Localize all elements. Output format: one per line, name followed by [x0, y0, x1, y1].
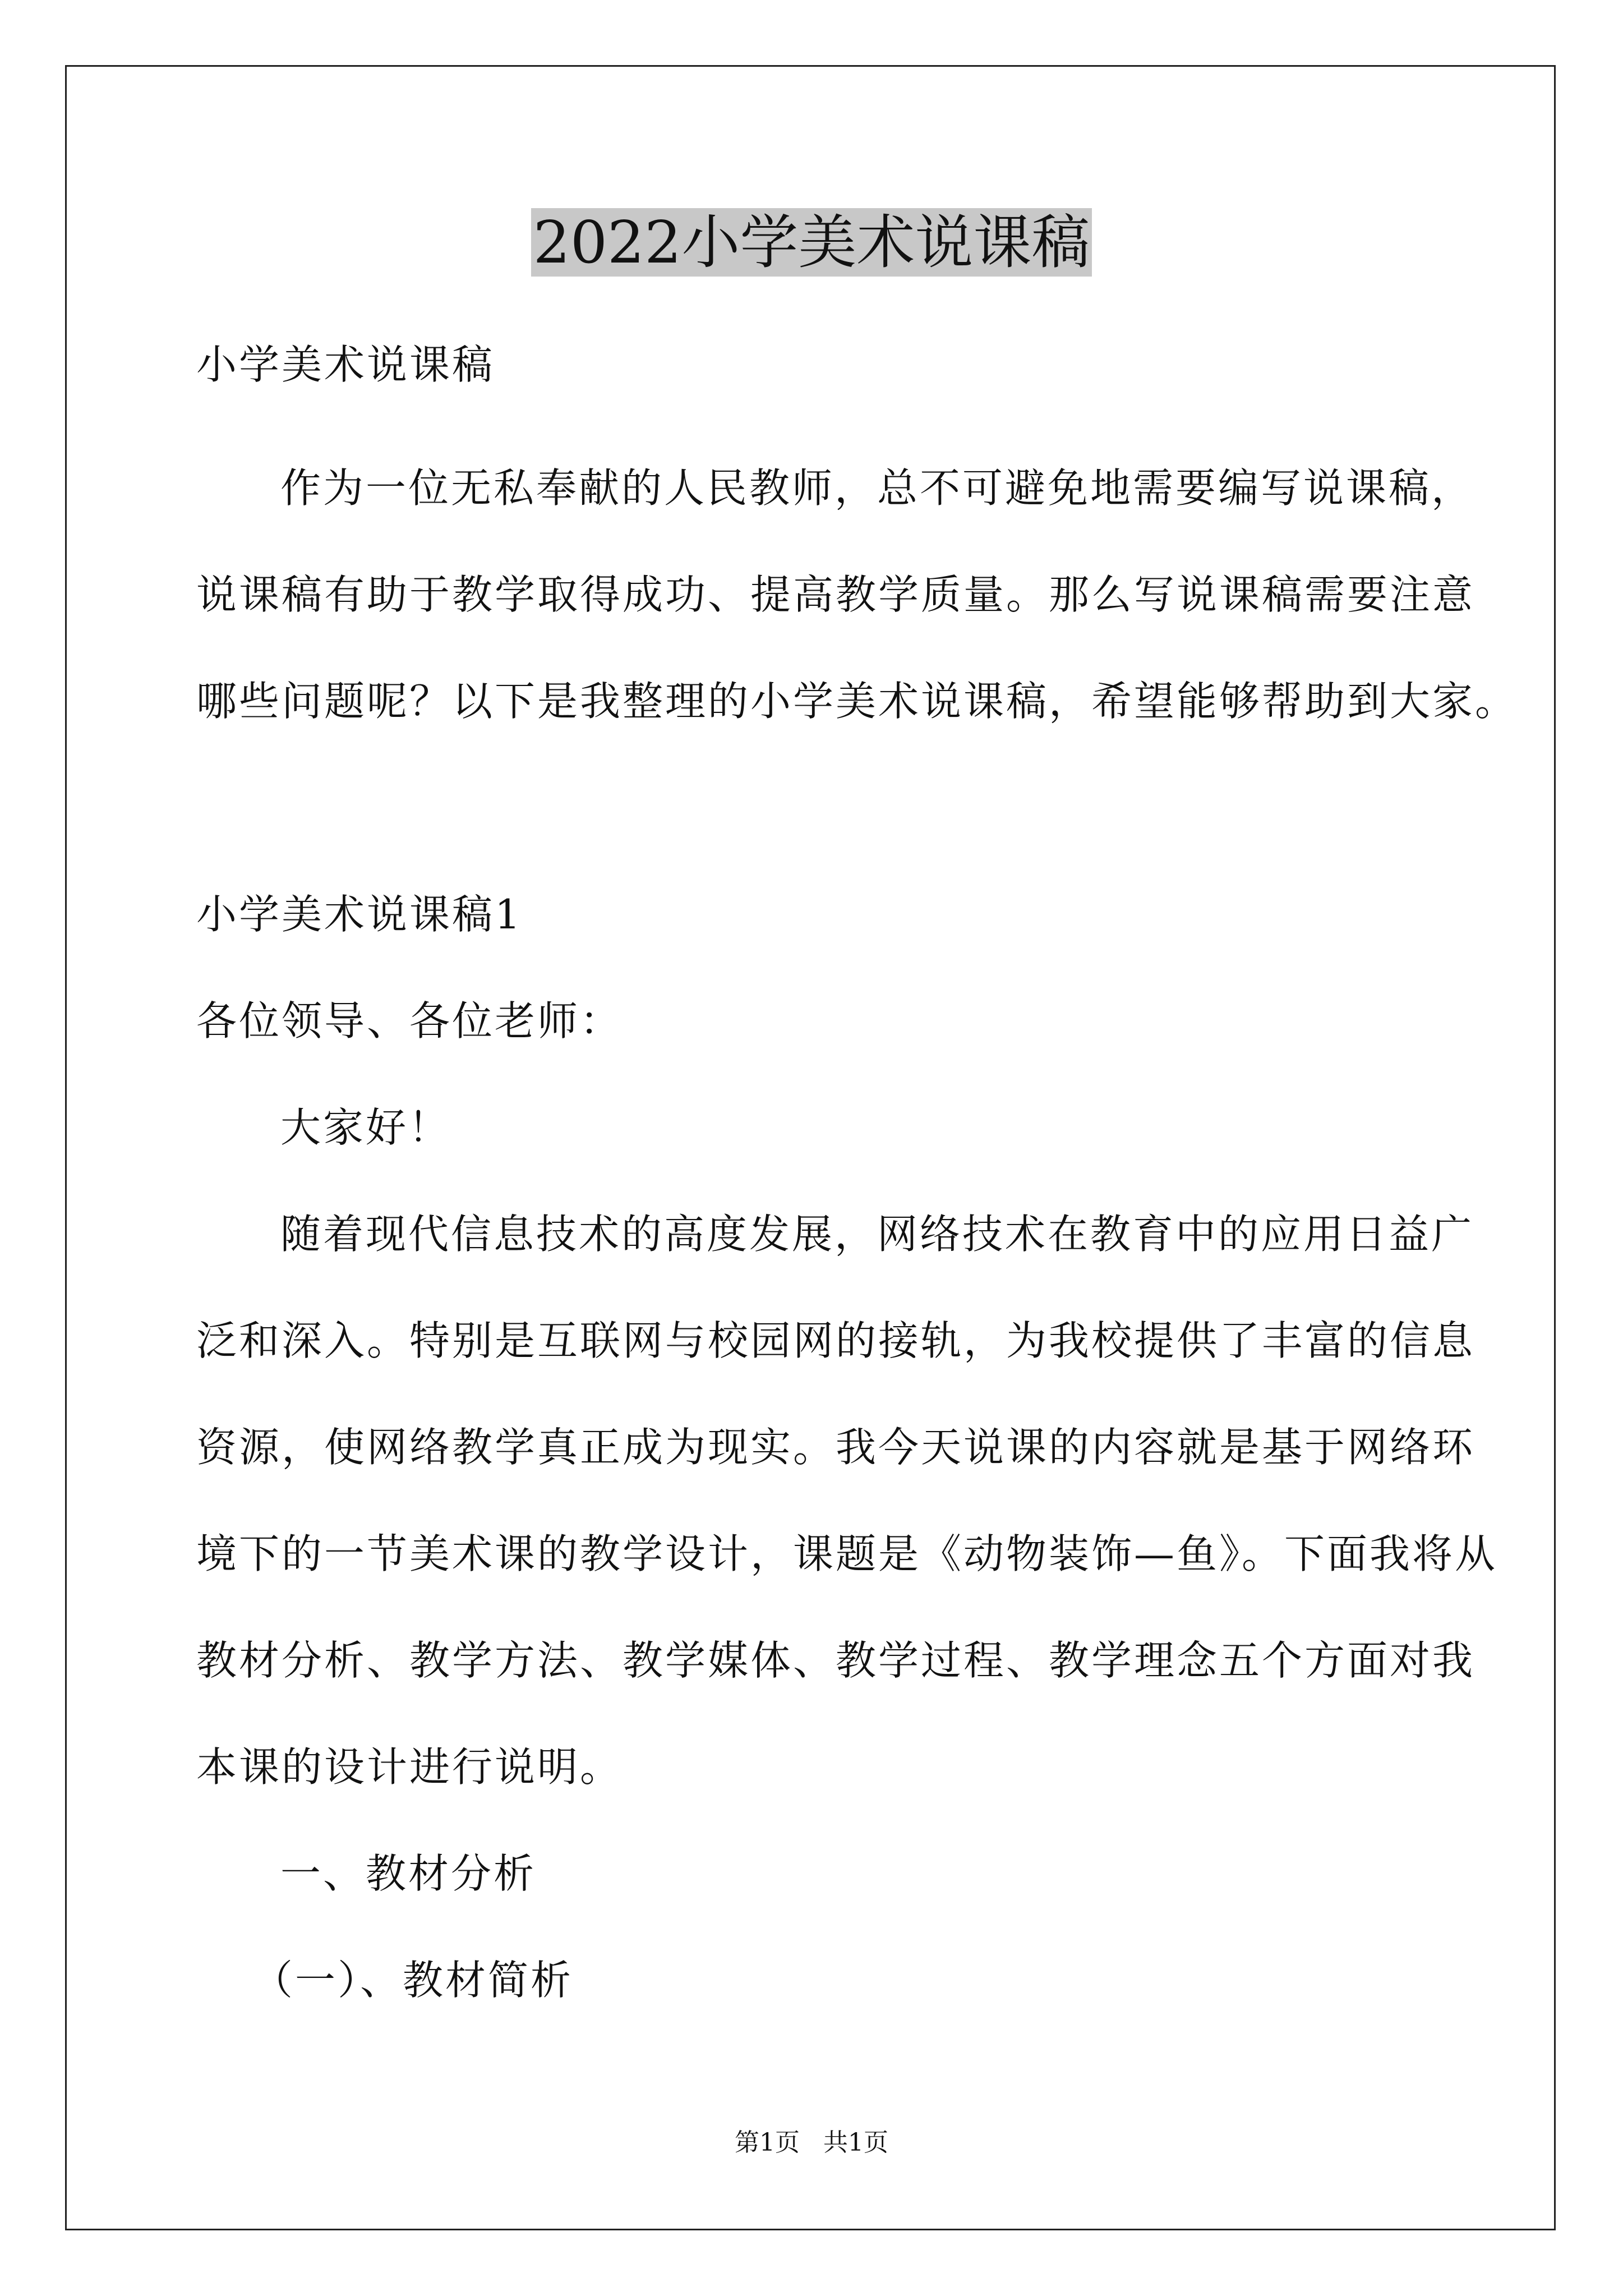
greeting-line: 大家好！: [280, 1104, 451, 1151]
paragraph-line: 哪些问题呢？以下是我整理的小学美术说课稿，希望能够帮助到大家。: [196, 678, 1518, 725]
document-title-text: 2022小学美术说课稿: [531, 208, 1092, 277]
paragraph-line: 泛和深入。特别是互联网与校园网的接轨，为我校提供了丰富的信息: [196, 1317, 1476, 1364]
paragraph-line: 本课的设计进行说明。: [196, 1743, 623, 1791]
paragraph-line: 作为一位无私奉献的人民教师，总不可避免地需要编写说课稿，: [280, 464, 1474, 512]
paragraph-line: 境下的一节美术课的教学设计，课题是《动物装饰—鱼》。下面我将从: [196, 1530, 1498, 1577]
paragraph-line: 资源，使网络教学真正成为现实。我今天说课的内容就是基于网络环: [196, 1424, 1476, 1471]
section-heading: 小学美术说课稿1: [196, 891, 523, 938]
section-heading-1: 一、教材分析: [280, 1850, 537, 1897]
salutation-line: 各位领导、各位老师：: [196, 997, 623, 1045]
page-footer: 第1页 共1页: [735, 2128, 888, 2157]
subsection-heading: （一）、教材简析: [252, 1957, 574, 2004]
document-title: [0, 203, 1623, 282]
paragraph-line: 随着现代信息技术的高度发展，网络技术在教育中的应用日益广: [280, 1211, 1474, 1258]
subtitle-line: 小学美术说课稿: [196, 341, 495, 388]
paragraph-line: 教材分析、教学方法、教学媒体、教学过程、教学理念五个方面对我: [196, 1637, 1476, 1684]
paragraph-line: 说课稿有助于教学取得成功、提高教学质量。那么写说课稿需要注意: [196, 571, 1476, 618]
